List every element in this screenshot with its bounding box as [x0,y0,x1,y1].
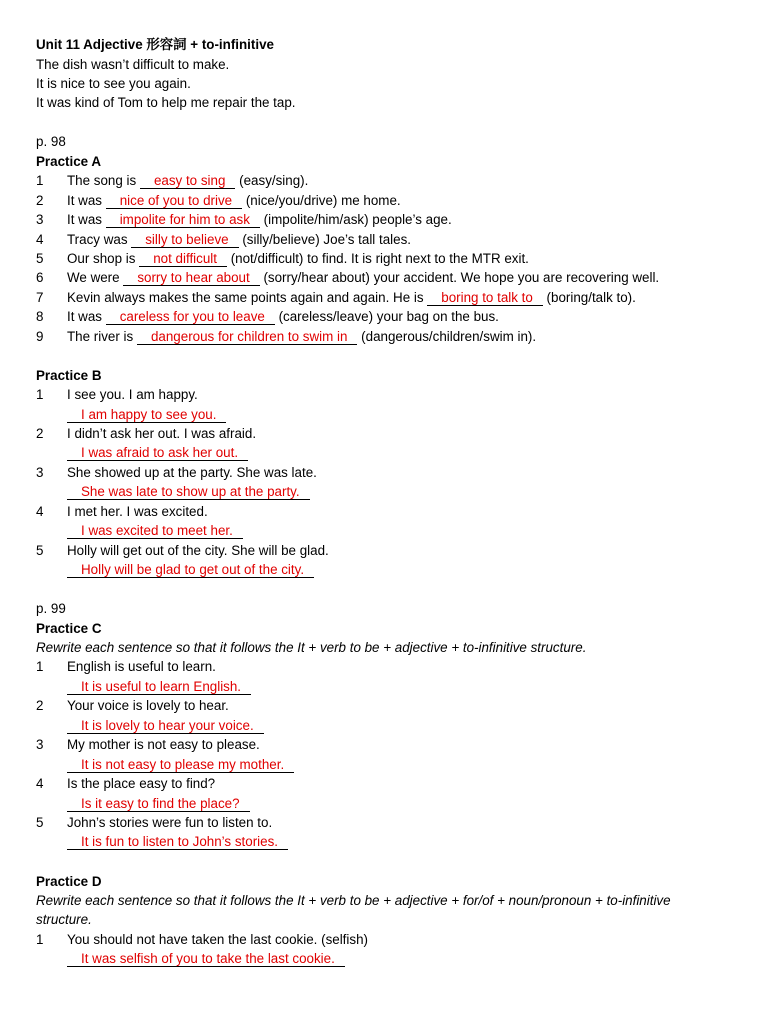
item-text-after: (careless/leave) your bag on the bus. [274,309,499,324]
answer-text: silly to believe [145,232,229,247]
item-number: 7 [36,290,44,305]
answer-text: careless for you to leave [119,309,265,324]
answer-blank [131,232,238,248]
answer-text: It is fun to listen to John’s stories. [81,834,278,849]
practice-c-title: Practice C [36,621,102,636]
item-text-before: It was [67,193,106,208]
answer-text: I was excited to meet her. [81,523,233,538]
item-number: 4 [36,776,44,791]
item-text-before: It was [67,212,106,227]
item-text-before: It was [67,309,106,324]
item-text-before: Our shop is [67,251,140,266]
item-text-before: Tracy was [67,232,132,247]
item-text-after: (boring/talk to). [542,290,636,305]
answer-blank [67,445,248,461]
question-text: I didn’t ask her out. I was afraid. [67,426,257,441]
answer-text: Holly will be glad to get out of the city. [81,562,305,577]
question-text: My mother is not easy to please. [67,737,260,752]
answer-blank [67,407,226,423]
answer-blank [106,309,275,325]
answer-blank [427,290,543,306]
item-text-after: (nice/you/drive) me home. [242,193,401,208]
page-number: p. 99 [36,601,66,616]
answer-blank [67,757,294,773]
answer-blank [67,523,243,539]
item-number: 4 [36,504,44,519]
answer-blank [123,270,259,286]
question-text: Holly will get out of the city. She will be glad. [67,543,329,558]
item-number: 3 [36,212,44,227]
answer-text: I was afraid to ask her out. [81,445,239,460]
item-number: 5 [36,543,44,558]
answer-text: easy to sing [153,173,226,188]
answer-blank [139,251,227,267]
unit-title: Unit 11 Adjective 形容詞 + to-infinitive [36,37,274,52]
answer-text: It was selfish of you to take the last cookie. [81,951,335,966]
answer-text: It is not easy to please my mother. [81,757,285,772]
answer-text: It is lovely to hear your voice. [81,718,254,733]
question-text: Is the place easy to find? [67,776,216,791]
answer-text: boring to talk to [441,290,533,305]
item-number: 1 [36,387,44,402]
answer-blank [106,212,260,228]
item-text-before: The song is [67,173,140,188]
item-text-before: We were [67,270,124,285]
answer-blank [67,679,251,695]
answer-blank [106,193,242,209]
question-text: English is useful to learn. [67,659,216,674]
practice-d-instruction: Rewrite each sentence so that it follows the It + verb to be + adjective + for/of + noun/pronoun + to-infinitive [36,893,671,908]
example-sentence: It was kind of Tom to help me repair the tap. [36,95,296,110]
item-text-after: (sorry/hear about) your accident. We hope you are recovering well. [259,270,660,285]
item-number: 1 [36,173,44,188]
answer-blank [67,796,250,812]
item-number: 6 [36,270,44,285]
item-text-after: (silly/believe) Joe’s tall tales. [238,232,412,247]
practice-d-title: Practice D [36,874,102,889]
item-text-after: (not/difficult) to find. It is right next to the MTR exit. [226,251,529,266]
answer-text: sorry to hear about [137,270,250,285]
practice-c-instruction: Rewrite each sentence so that it follows the It + verb to be + adjective + to-infinitive structure. [36,640,587,655]
question-text: She showed up at the party. She was late. [67,465,317,480]
question-text: I see you. I am happy. [67,387,198,402]
item-number: 9 [36,329,44,344]
item-text-after: (impolite/him/ask) people’s age. [259,212,452,227]
item-text-before: The river is [67,329,137,344]
question-text: John’s stories were fun to listen to. [67,815,273,830]
answer-text: not difficult [153,251,217,266]
item-text-after: (easy/sing). [235,173,309,188]
practice-a-title: Practice A [36,154,102,169]
answer-text: dangerous for children to swim in [150,329,348,344]
item-number: 3 [36,737,44,752]
practice-d-instruction: structure. [36,912,92,927]
answer-text: It is useful to learn English. [81,679,242,694]
answer-text: Is it easy to find the place? [81,796,240,811]
item-text-before: Kevin always makes the same points again and again. He is [67,290,428,305]
example-sentence: It is nice to see you again. [36,76,191,91]
answer-text: nice of you to drive [119,193,233,208]
item-number: 1 [36,932,44,947]
item-text-after: (dangerous/children/swim in). [357,329,537,344]
answer-blank [67,484,310,500]
question-text: I met her. I was excited. [67,504,208,519]
answer-blank [67,562,314,578]
item-number: 2 [36,426,44,441]
item-number: 2 [36,698,44,713]
question-text: You should not have taken the last cookie. (selfish) [67,932,368,947]
item-number: 2 [36,193,44,208]
item-number: 5 [36,815,44,830]
item-number: 8 [36,309,44,324]
answer-blank [67,718,264,734]
answer-text: I am happy to see you. [81,407,217,422]
practice-b-title: Practice B [36,368,102,383]
answer-blank [137,329,358,345]
question-text: Your voice is lovely to hear. [67,698,229,713]
item-number: 5 [36,251,44,266]
answer-blank [140,173,235,189]
answer-blank [67,951,345,967]
page-number: p. 98 [36,134,66,149]
example-sentence: The dish wasn’t difficult to make. [36,57,230,72]
answer-text: She was late to show up at the party. [81,484,300,499]
answer-blank [67,834,288,850]
item-number: 4 [36,232,44,247]
item-number: 3 [36,465,44,480]
answer-text: impolite for him to ask [119,212,250,227]
item-number: 1 [36,659,44,674]
